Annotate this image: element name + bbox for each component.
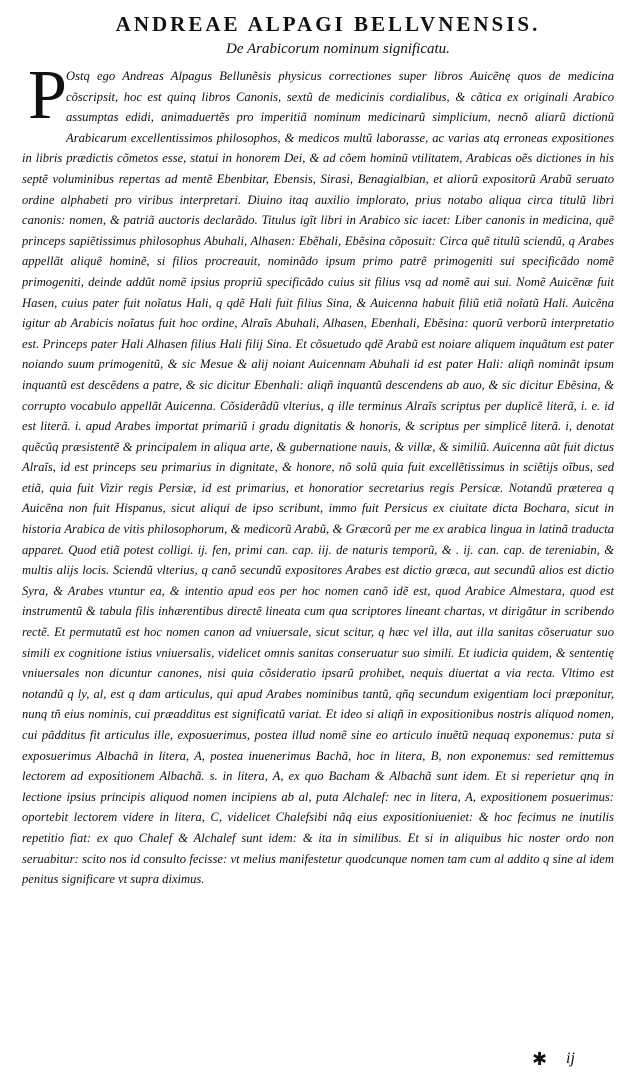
paragraph-text: Ostq ego Andreas Alpagus Bellunẽsis physicus correctiones super libros Auicẽnę quos de medicina cõscripsit, hoc est quinq libros Canonis, sextũ de medicinis cordialibus, & cãtica ex originali Arabico assumptas edidi, animaduertẽs pro imperitiã nominum medicinarũ simplicium, necnõ aliarũ dictionũ Arabicarum excellentissimos philosophos, & medicos multũ laborasse, ac varias atq erroneas expositiones in libris prædictis cõmetos esse, statui in honorem Dei, & ad cõem hominũ vtilitatem, Arabicas oẽs dictiones in his septẽ voluminibus repertas ad mentẽ Ebenbitar, Ebensis, Sirasi, Benagialbian, et aliorũ expositorũ Arabũ seruato ordine alphabeti pro viribus interpretari. Diuino itaq auxilio implorato, prius notabo aliqua circa titulũ libri canonis: nomen, & patriã auctoris declarãdo. Titulus igĩt libri in Arabico sic iacet: Liber canonis in medicina, quẽ princeps sapiẽtissimus philosophus Abuhali, Alhasen: Ebẽhali, Ebẽsina cõposuit: Circa quẽ titulũ sciendũ, q Arabes appellãt aliquẽ hominẽ, si filios procreauit, nominãdo ipsum primo patrẽ primogeniti sui specificãdo nomẽ primogeniti, deinde addũt nomẽ ipsius propriũ specificãdo cuius sit filius vsq ad nomẽ aui sui. Nomẽ Auicẽnæ fuit Hasen, cuius pater fuit noĩatus Hali, q qdẽ Hali fuit filius Sina, & Auicenna habuit filiũ etiã noĩatũ Hali. Auicẽna igitur ab Arabicis noĩatus fuit hoc ordine, Alraĩs Abuhali, Alhasen, Ebenhali, Ebẽsina: quorũ verborũ interpretatio est. Princeps pater Hali Alhasen filius Hali filij Sina. Et cõsuetudo qdẽ Arabũ est noiare aliquem inquãtum est pater noiando suum primogenitũ, & sic Mesue & alij noiant Auicennam Abuhali id est pater Hali: aliqñ nominãt ipsum inquantũ est descẽdens a patre, & sic dicitur Ebenhali: aliqñ inquantũ descendens ab auo, & sic dicitur Ebẽsina, & corrupto vocabulo appellãt Auicenna. Cõsiderãdũ vlterius, q ille terminus Alraĩs scriptus per duplicẽ literã, i. e. id est literã. i. apud Arabes importat primariũ i gradu dignitatis & honoris, & scriptus per simplicẽ literã. i, denotat quẽcũq præsistentẽ & principalem in aliqua arte, & gubernatione nauis, & villæ, & similiũ. Auicenna aũt fuit dictus Alraĩs, id est princeps seu primarius in dignitate, & honore, nõ solũ quia fuit excellẽtissimus in sciẽtijs oĩbus, sed etiã, quia fuit Vizir regis Persiæ, id est primarius, et honoratior secretarius regis Persicæ. Notandũ præterea q Auicẽna non fuit Hispanus, sicut aliqui de ipso scribunt, immo fuit Persicus ex ciuitate dicta Bochara, sicut in historia Arabica de vitis philosophorum, & medicorũ Arabũ, & Græcorũ per me ex arabica lingua in latinã traducta apparet. Quod etiã potest colligi. ij. fen, primi can. cap. iij. de naturis temporũ, & . ij. can. cap. de tereniabin, & multis alijs locis. Sciendũ vlterius, q canõ secundũ expositores Arabes est dictio græca, aut secundũ alios est dictio Syra, & Arabes vtuntur ea, & intentio apud eos per hoc nomen canõ idẽ est, quod Arabice Almestara, quod est instrumentũ & tabula filis inhærentibus directẽ lineata cum qua scriptores lineant chartas, vt dirigãtur in scribendo rectẽ. Et permutatũ est hoc nomen canon ad vniuersale, sicut scitur, q hæc vel illa, aut illa sanitas cõseruatur suo simili ex cognitione istius vniuersalis, videlicet omnis sanitas conseruatur suo simili. Et iudicia quidem, & sententię vniuersales non dicuntur canones, nisi quia cõsideratio ipsarũ prohibet, nequis diuertat a via recta. Vltimo est notandũ q ly, al, est q dam articulus, qui apud Arabes nominibus tantũ, qñq secundum exigentiam loci præponitur, nunq tñ eius nominis, cui præadditus est significatũ variat. Et ideo si aliqñ in expositionibus nostris aliquod nomen, cui pãdditus fit articulus ille, exposuerimus, postea illud nomẽ sine eo articulo inuẽtũ nequaq exponemus: puta si exposuerimus Albachã in litera, A, postea inuenerimus Bachã, hoc in litera, B, non exponemus: sed remittemus lectorem ad expositionem Albachã. s. in litera, A, ex quo Bacham & Albachã sunt idem. Et si reperietur qnq in lectione ipsius principis aliquod nomen incipiens ab al, puta Alchalef: nec in litera, A, expositionem posuerimus: oportebit lectorem videre in litera, C, videlicet Chalefsibi nãq eius expositioniueniet: & hoc fecimus ne inutilis repetitio fiat: ex quo Chalef & Alchalef sunt idem: & ita in similibus. Et si in aliquibus hic noster ordo non seruabitur: scito nos id consulto fecisse: vt melius manifestetur quodcunque nomen tam cum al addito q sine al idem penitus significare vt supra diximus. [22,69,614,887]
running-head: ANDREAE ALPAGI BELLVNENSIS. [115,12,541,36]
signature-mark-label: ij [566,1050,575,1067]
page-footer [0,1048,630,1072]
main-paragraph [22,57,614,890]
asterisk-icon: ✱ [532,1049,548,1069]
drop-cap-initial: P [28,57,67,134]
chapter-subtitle: De Arabicorum nominum significatu. [226,41,450,57]
